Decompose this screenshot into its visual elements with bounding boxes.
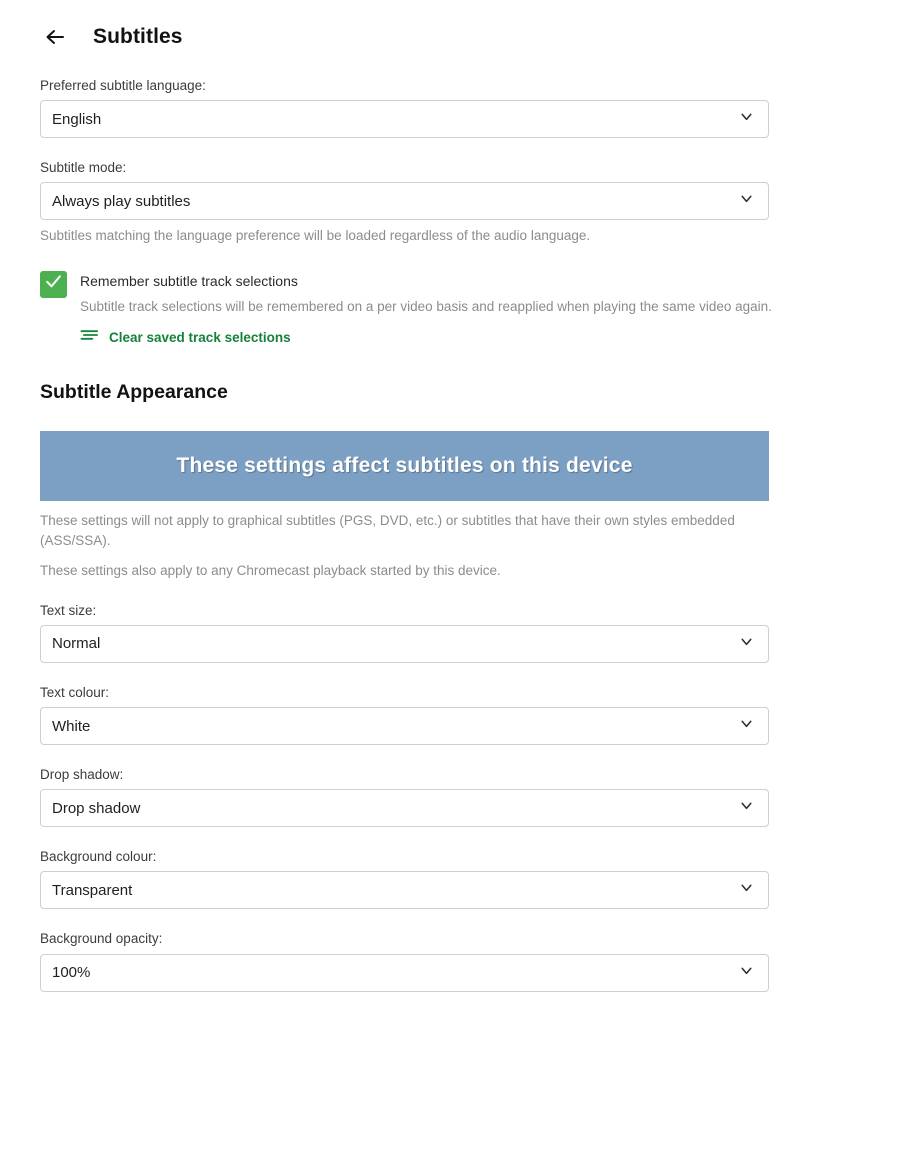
clear-list-icon bbox=[80, 328, 99, 347]
chevron-down-icon bbox=[738, 633, 755, 655]
chevron-down-icon bbox=[738, 962, 755, 984]
subtitle-mode-select[interactable] bbox=[40, 182, 769, 220]
text-colour-select[interactable] bbox=[40, 707, 769, 745]
remember-tracks-texts bbox=[80, 270, 780, 347]
text-colour-label: Text colour: bbox=[40, 684, 110, 700]
subtitle-mode-field bbox=[40, 160, 769, 245]
check-icon bbox=[44, 272, 63, 296]
drop-shadow-field bbox=[40, 767, 769, 827]
background-colour-select[interactable] bbox=[40, 871, 769, 909]
background-colour-label: Background colour: bbox=[40, 849, 157, 865]
drop-shadow-select[interactable] bbox=[40, 789, 769, 827]
drop-shadow-label: Drop shadow: bbox=[40, 767, 124, 783]
page-title: Subtitles bbox=[93, 25, 183, 48]
preferred-language-select[interactable] bbox=[40, 100, 769, 138]
arrow-left-icon bbox=[43, 25, 67, 49]
remember-tracks-row bbox=[40, 270, 772, 347]
background-colour-value: Transparent bbox=[52, 881, 133, 899]
text-colour-value: White bbox=[52, 717, 91, 735]
appearance-note-1: These settings will not apply to graphical subtitles (PGS, DVD, etc.) or subtitles that have their own styles embedded (ASS/SSA). bbox=[40, 512, 735, 548]
chevron-down-icon bbox=[738, 879, 755, 901]
appearance-note-2: These settings also apply to any Chromecast playback started by this device. bbox=[40, 563, 501, 579]
back-button[interactable] bbox=[38, 20, 72, 54]
background-opacity-value: 100% bbox=[52, 964, 91, 982]
clear-saved-tracks-button[interactable] bbox=[80, 328, 780, 347]
remember-tracks-description: Subtitle track selections will be remembered on a per video basis and reapplied when playing the same video again. bbox=[80, 299, 772, 315]
remember-tracks-title: Remember subtitle track selections bbox=[80, 272, 298, 289]
preferred-language-field bbox=[40, 78, 769, 138]
text-size-label: Text size: bbox=[40, 602, 97, 618]
text-colour-field bbox=[40, 685, 769, 745]
preferred-language-value: English bbox=[52, 110, 102, 128]
preferred-language-label: Preferred subtitle language: bbox=[40, 78, 206, 93]
clear-saved-tracks-label: Clear saved track selections bbox=[109, 329, 291, 345]
text-size-value: Normal bbox=[52, 635, 101, 653]
chevron-down-icon bbox=[738, 108, 755, 130]
text-size-field bbox=[40, 603, 769, 663]
text-size-select[interactable] bbox=[40, 625, 769, 663]
settings-content bbox=[0, 60, 907, 992]
subtitle-mode-hint: Subtitles matching the language preference will be loaded regardless of the audio language. bbox=[40, 228, 591, 244]
chevron-down-icon bbox=[738, 190, 755, 212]
background-opacity-label: Background opacity: bbox=[40, 931, 163, 947]
subtitle-mode-value: Always play subtitles bbox=[52, 192, 191, 210]
chevron-down-icon bbox=[738, 797, 755, 819]
subtitle-mode-label: Subtitle mode: bbox=[40, 160, 127, 176]
device-settings-banner bbox=[40, 431, 769, 501]
page-header bbox=[0, 0, 907, 60]
remember-tracks-checkbox[interactable] bbox=[40, 271, 67, 298]
background-opacity-field bbox=[40, 931, 769, 991]
background-opacity-select[interactable] bbox=[40, 954, 769, 992]
device-settings-banner-text: These settings affect subtitles on this device bbox=[176, 453, 633, 477]
appearance-section-title: Subtitle Appearance bbox=[40, 380, 228, 403]
background-colour-field bbox=[40, 849, 769, 909]
drop-shadow-value: Drop shadow bbox=[52, 799, 141, 817]
chevron-down-icon bbox=[738, 715, 755, 737]
